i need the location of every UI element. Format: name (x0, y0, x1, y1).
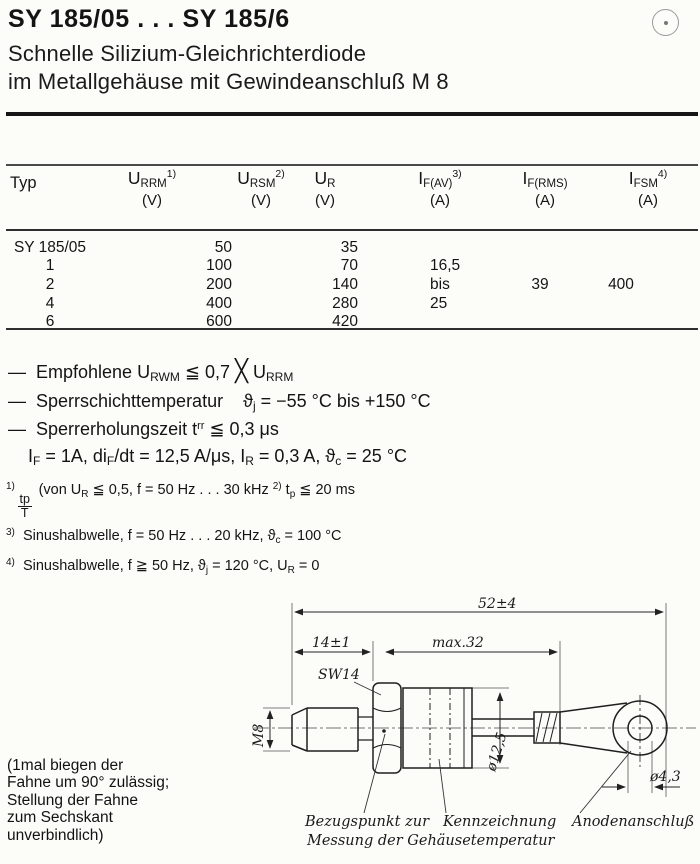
footnote-line: $^{4)}$ Sinushalbwelle, f ≧ 50 Hz, $ϑ_j = 120$ °C, $U_R = 0$ (6, 557, 320, 576)
table-cell: 400 (608, 276, 634, 293)
caption-reference-point-line1: Bezugspunkt zur (305, 814, 430, 830)
punch-mark-icon (652, 9, 679, 36)
dimension-label-body-diameter: ø12,5 (483, 730, 511, 774)
table-top-rule (6, 164, 698, 166)
column-header-typ: Typ (10, 174, 37, 192)
reference-point-dot (382, 729, 386, 733)
table-cell: 6 (45, 313, 55, 330)
table-cell: 100 (206, 257, 232, 274)
unit-label: (V) (142, 192, 162, 209)
table-cell: 600 (206, 313, 232, 330)
dimension-label-stud-length: 14±1 (312, 635, 351, 651)
table-cell: 200 (206, 276, 232, 293)
subtitle-line-1: Schnelle Silizium-Gleichrichterdiode (8, 41, 367, 66)
column-header-urrm: $U_{RRM}^{1)}$ (127, 168, 177, 190)
table-cell: 2 (45, 276, 55, 293)
column-header-ifrms: $I_{F(RMS)}$ (522, 168, 568, 190)
subtitle-line-2: im Metallgehäuse mit Gewindeanschluß M 8 (8, 69, 449, 94)
caption-marking: Kennzeichnung (443, 814, 557, 830)
threaded-stud (292, 708, 373, 751)
table-cell: 35 (340, 239, 358, 256)
table-cell: bis (430, 276, 450, 293)
column-header-ur: $U_R$ (314, 168, 336, 190)
caption-anode-terminal: Anodenanschluß (572, 814, 695, 830)
table-cell: 280 (332, 295, 358, 312)
dimension-label-thread: M8 (251, 723, 267, 747)
table-cell: 50 (214, 239, 232, 256)
crimp-ferrule (534, 712, 560, 743)
table-cell: 140 (332, 276, 358, 293)
feature-line: $I_F = 1A$, $di_F/dt = 12,5$ A/μs, $I_R = 0,3$ A, $ϑ_c = 25$ °C (28, 446, 408, 468)
caption-reference-point-line2: Messung der Gehäusetemperatur (307, 833, 555, 849)
note-line: unverbindlich) (7, 826, 104, 844)
unit-label: (V) (251, 192, 271, 209)
table-cell: 420 (332, 313, 358, 330)
column-header-ifsm: $I_{FSM}^{4)}$ (628, 168, 668, 190)
dimension-label-body-length: max.32 (432, 635, 484, 651)
dimension-label-hole-diameter: ø4,3 (650, 769, 681, 785)
table-cell: 16,5 (430, 257, 461, 274)
table-cell: 70 (340, 257, 358, 274)
footnote-line: $^{3)}$ Sinushalbwelle, f = 50 Hz . . . 20 kHz, $ϑ_c = 100$ °C (6, 527, 342, 546)
table-cell: 400 (206, 295, 232, 312)
unit-label: (A) (430, 192, 450, 209)
feature-line: — Sperrschichttemperatur $ϑ_j = -55$ °C bis +150 °C (8, 391, 431, 413)
outline-drawing (250, 595, 700, 864)
footnote-line: $^{1)}$ $\frac{tp}{T}$ (von $U_R$ ≦ 0,5, f = 50 Hz . . . 30 kHz $^{2)}$ $t_p$ ≦ 20 ms (6, 481, 355, 521)
unit-label: (V) (315, 192, 335, 209)
feature-line: — Sperrerholungszeit $t^{rr}$ ≦ 0,3 μs (8, 419, 279, 439)
dimension-label-wrench-size: SW14 (318, 667, 360, 683)
solder-lug (560, 695, 667, 767)
note-line: Fahne um 90° zulässig; (7, 774, 170, 792)
note-line: (1mal biegen der (7, 757, 124, 774)
table-cell: 25 (430, 295, 448, 312)
dimension-label-overall-length: 52±4 (478, 596, 517, 612)
title-rule (6, 112, 698, 116)
note-block (7, 757, 217, 844)
unit-label: (A) (638, 192, 658, 209)
table-cell: SY 185/05 (13, 239, 87, 256)
note-line: zum Sechskant (7, 809, 113, 827)
note-line: Stellung der Fahne (7, 791, 138, 809)
feature-line: — Empfohlene $U_{RWM}$ ≦ 0,7 ╳ $U_{RRM}$ (8, 358, 294, 384)
diode-body (403, 688, 472, 768)
table-header-rule (6, 229, 698, 231)
column-header-ursm: $U_{RSM}^{2)}$ (237, 168, 285, 190)
punch-mark-dot (664, 21, 668, 25)
unit-label: (A) (535, 192, 555, 209)
column-header-ifav: $I_{F(AV)}^{3)}$ (418, 168, 462, 190)
page-title: SY 185/05 . . . SY 185/6 (8, 5, 290, 33)
table-cell: 1 (45, 257, 55, 274)
table-cell: 4 (45, 295, 55, 312)
table-cell: 39 (531, 276, 549, 293)
